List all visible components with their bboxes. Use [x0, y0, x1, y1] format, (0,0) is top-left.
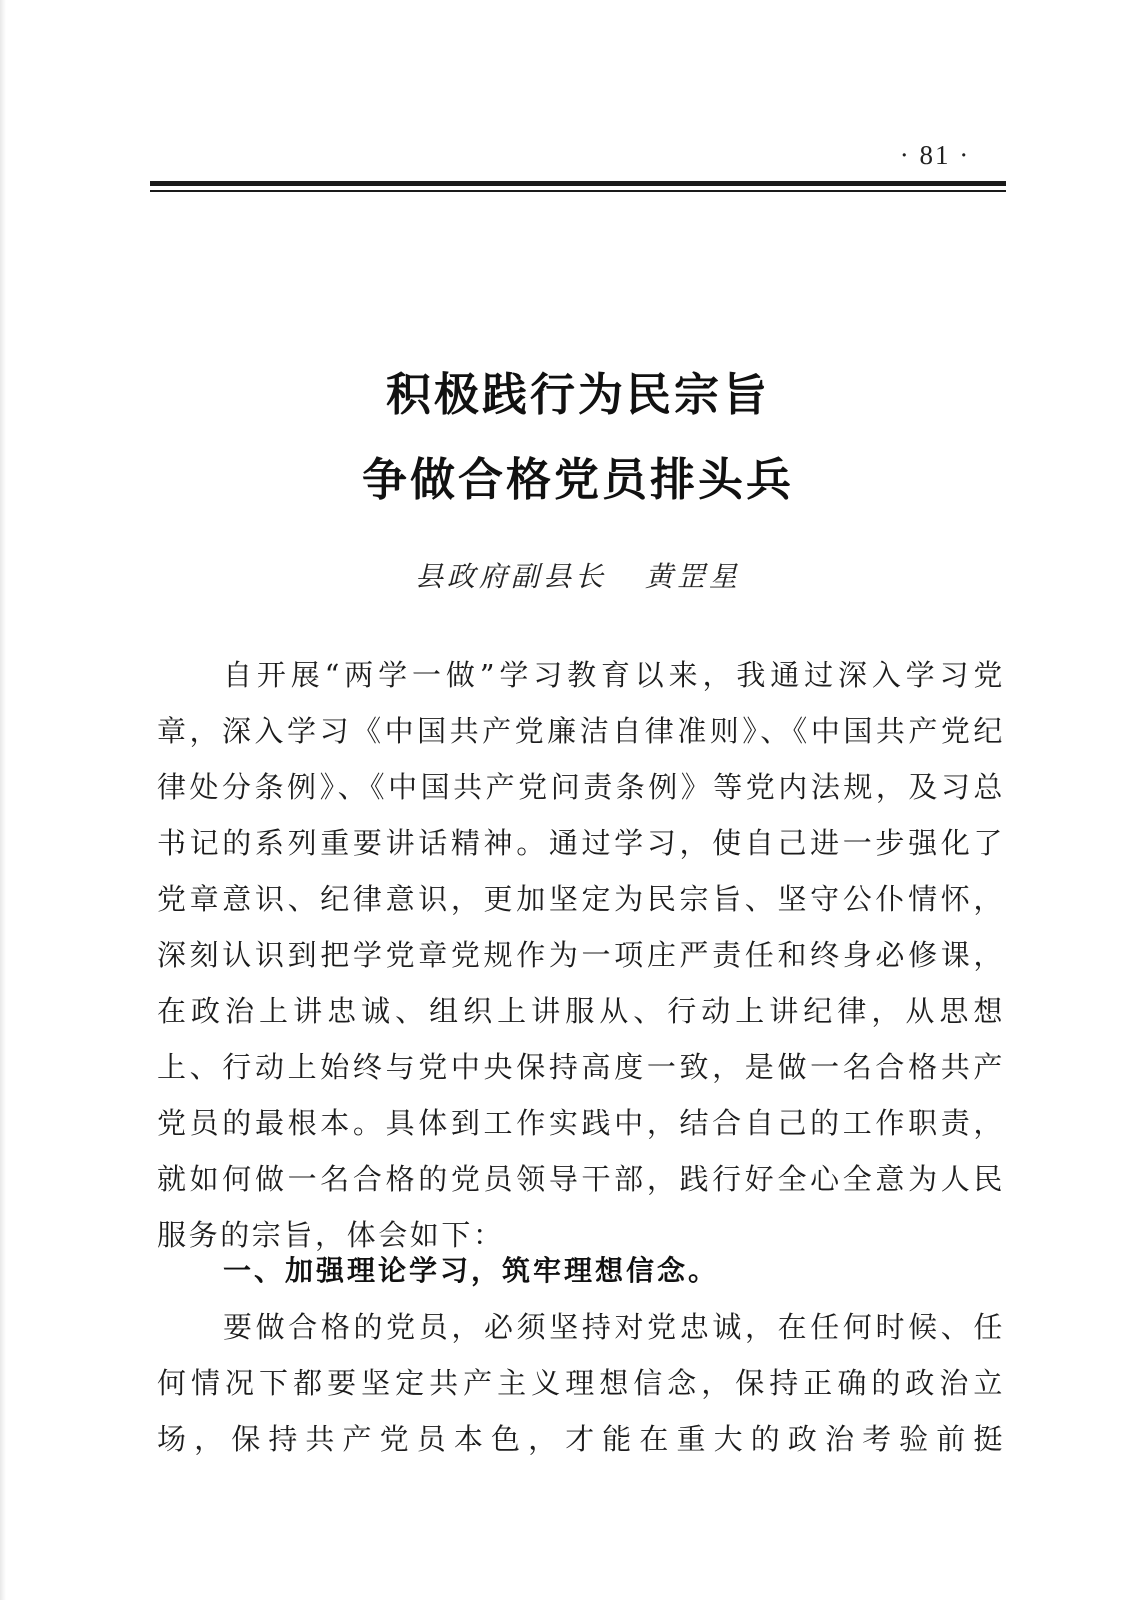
header-rule-thin — [150, 190, 1006, 192]
paragraph-intro — [157, 647, 1005, 1263]
paragraph-intro-text: 自开展“两学一做”学习教育以来，我通过深入学习党章，深入学习《中国共产党廉洁自律准则》、《中国共产党纪律处分条例》、《中国共产党问责条例》等党内法规，及习总书记的系列重要讲话精神。通过学习，使自己进一步强化了党章意识、纪律意识，更加坚定为民宗旨、坚守公仆情怀，深刻认识到把学党章党规作为一项庄严责任和终身必修课，在政治上讲忠诚、组织上讲服从、行动上讲纪律，从思想上、行动上始终与党中央保持高度一致，是做一名合格共产党员的最根本。具体到工作实践中，结合自己的工作职责，就如何做一名合格的党员领导干部，践行好全心全意为人民服务的宗旨，体会如下： — [157, 658, 1005, 1252]
author-name: 黄罡星 — [645, 560, 742, 593]
scan-edge-shadow — [0, 0, 6, 1600]
header-rule-thick — [150, 181, 1006, 186]
paragraph-section-1 — [157, 1299, 1005, 1467]
article-title-line-1: 积极践行为民宗旨 — [385, 368, 770, 421]
page-number: · 81 · — [899, 140, 971, 170]
article-title-line-2: 争做合格党员排头兵 — [361, 453, 794, 506]
author-role: 县政府副县长 — [414, 560, 607, 593]
section-heading-1: 一、加强理论学习，筑牢理想信念。 — [223, 1254, 720, 1287]
paragraph-section-1-text: 要做合格的党员，必须坚持对党忠诚，在任何时候、任何情况下都要坚定共产主义理想信念，保持正确的政治立场，保持共产党员本色，才能在重大的政治考验前挺 — [157, 1310, 1005, 1456]
byline — [150, 555, 1006, 595]
